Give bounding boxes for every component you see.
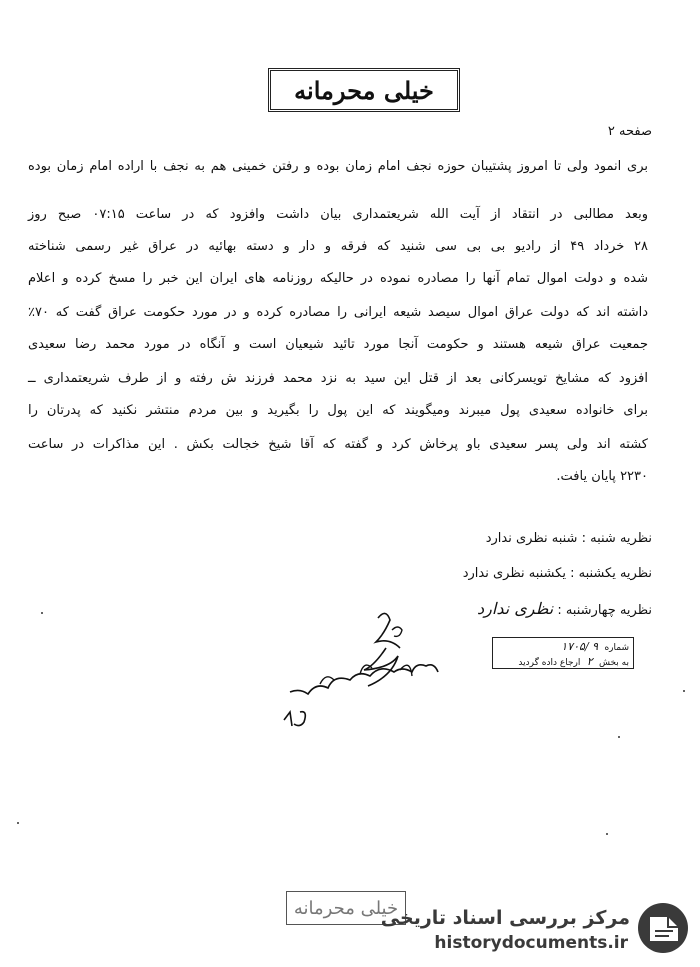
footer-stamp: خیلی محرمانه	[286, 891, 406, 925]
page-number: صفحه ۲	[607, 124, 652, 139]
scan-speck	[606, 833, 608, 835]
registration-stamp	[492, 637, 634, 669]
body-line: شده و دولت اموال تمام آنها را مصادره نموده در حالیکه روزنامه های ایران این خبر را مسخ کرده و اعلام	[28, 271, 648, 286]
body-line: داشته اند که دولت عراق اموال سیصد شیعه ایرانی را مصادره کرده و در مورد حکومت عراق گفت که ۷۰٪	[28, 305, 648, 320]
note-label: نظریه یکشنبه :	[570, 566, 652, 581]
note-label: نظریه چهارشنبه :	[557, 603, 652, 618]
note-value: یکشنبه نظری ندارد	[462, 566, 566, 581]
note-saturday	[486, 530, 652, 548]
body-line: ۲۸ خرداد ۴۹ از رادیو بی بی سی شنید که فرقه و دار و دسته بهائیه در عراق غیر رسمی شناخته	[28, 239, 648, 254]
archive-logo-icon	[636, 901, 690, 955]
scan-speck	[618, 736, 620, 738]
body-line: ۲۲۳۰ پایان یافت.	[556, 469, 648, 484]
scan-speck	[683, 690, 685, 692]
body-line: کشته اند ولی پسر سعیدی باو پرخاش کرد و گفته که آقا شیخ خجالت بکش . این مذاکرات در ساعت	[28, 437, 648, 452]
body-line: جمعیت عراق شیعه هستند و حکومت آنجا مورد تائید شیعیان است و آنگاه در مورد محمد رضا سعیدی	[28, 337, 648, 352]
signature-stroke	[376, 613, 400, 648]
body-line: افزود که مشایخ تویسرکانی بعد از قتل این سید به نزد محمد فرزند ش رفته و از طرف شریعتمداری ــ	[28, 371, 648, 386]
note-value: نظری ندارد	[477, 599, 554, 618]
note-label: نظریه شنبه :	[581, 531, 652, 546]
archive-watermark	[380, 895, 694, 961]
handwritten-signatures	[260, 600, 460, 750]
note-sunday	[463, 565, 652, 583]
watermark-url: historydocuments.ir	[434, 933, 628, 953]
body-line: برای خانواده سعیدی پول میبرند ومیگویند که این پول را بگیرید و بین مردم منتشر نکنید که پدرتان را	[28, 403, 648, 418]
scan-speck	[41, 612, 43, 614]
scan-speck	[17, 822, 19, 824]
body-line: وبعد مطالبی در انتقاد از آیت الله شریعتمداری بیان داشت وافزود که در ساعت ۰۷:۱۵ صبح روز	[28, 207, 649, 222]
signature-stroke	[284, 712, 305, 726]
registration-line-1: شماره ‎ ۱۷۰۵/ ۹ ‎	[557, 640, 629, 653]
classification-text: خیلی محرمانه	[294, 75, 434, 105]
signature-stroke	[392, 627, 402, 636]
registration-line-2: به بخش ‎ ۲ ‎ ارجاع داده گردید	[518, 655, 629, 668]
note-value: شنبه نظری ندارد	[485, 531, 578, 546]
classification-stamp	[268, 68, 460, 112]
note-wednesday	[477, 600, 652, 620]
watermark-title: مرکز بررسی اسناد تاریخی	[380, 907, 630, 929]
signature-stroke	[364, 648, 398, 686]
body-line: بری انمود ولی تا امروز پشتیبان حوزه نجف امام زمان بوده و رفتن خمینی هم به نجف با اراده امام زمان بوده	[28, 159, 648, 174]
